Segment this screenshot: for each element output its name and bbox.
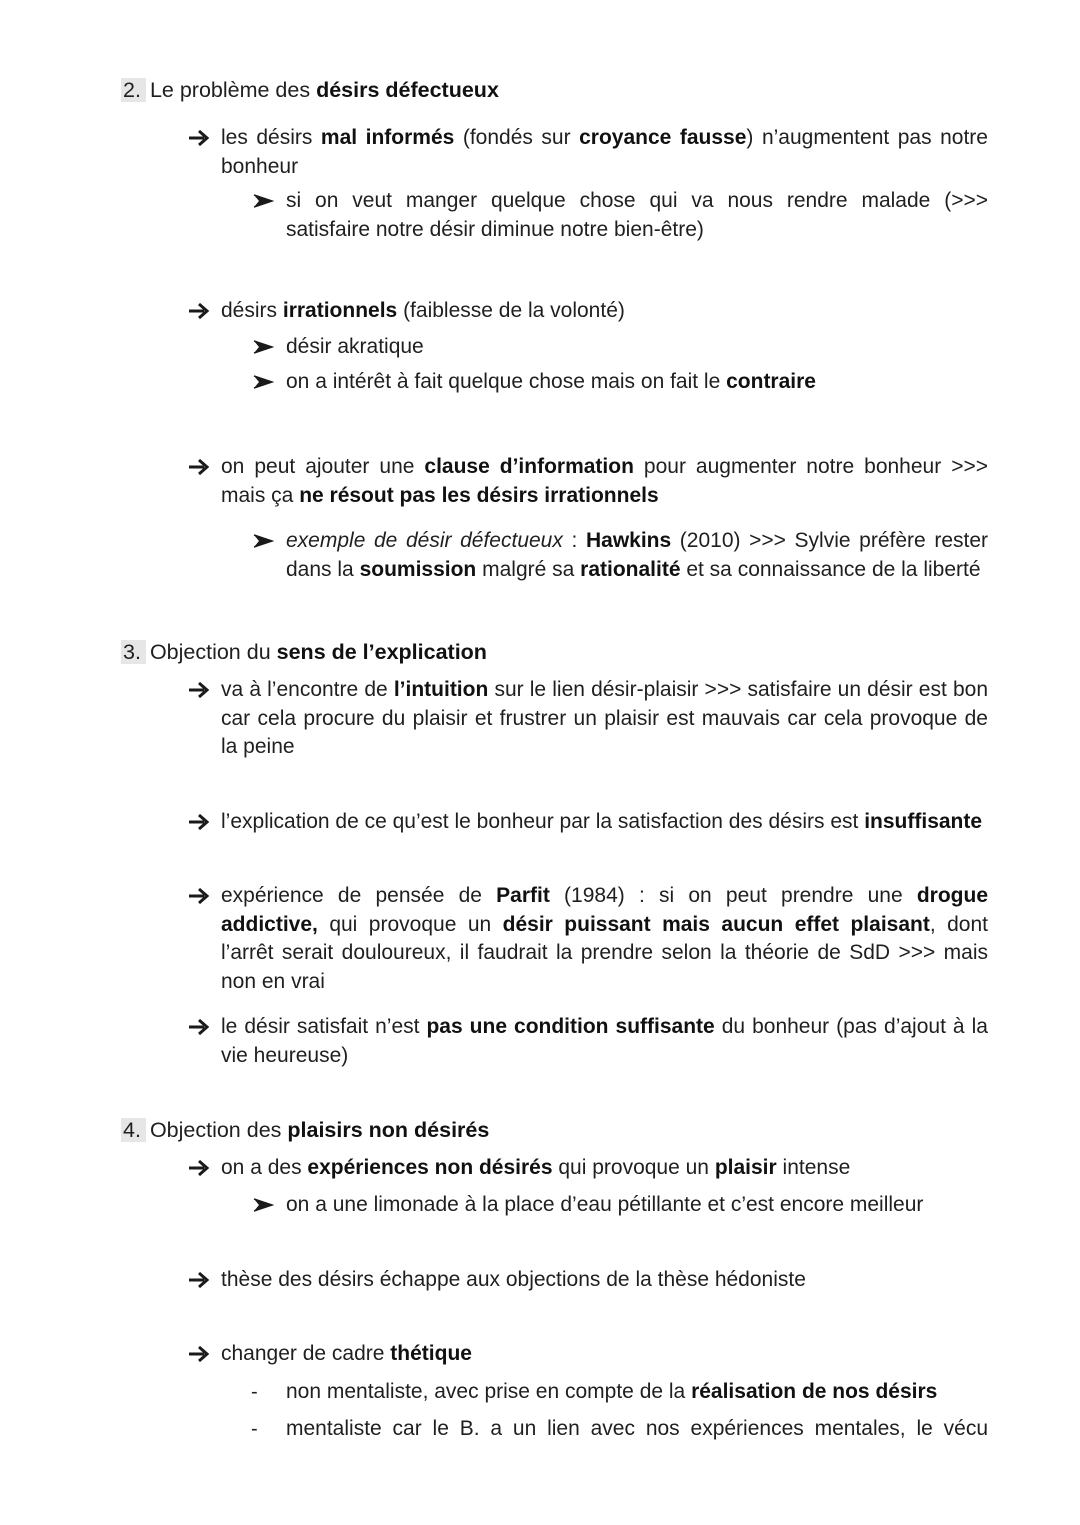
arrowhead-bullet-icon bbox=[251, 1191, 281, 1219]
arrow-right-icon bbox=[187, 1154, 217, 1182]
arrow-right-icon bbox=[187, 1013, 217, 1041]
arrow-item: thèse des désirs échappe aux objections de la thèse hédoniste bbox=[187, 1266, 988, 1295]
arrow-item: on peut ajouter une clause d’information pour augmenter notre bonheur >>> mais ça ne résout pas les désirs irrationnels bbox=[187, 453, 988, 510]
section-heading-3: 3. Objection du sens de l’explication bbox=[123, 640, 487, 664]
arrowhead-bullet-icon bbox=[251, 187, 281, 215]
sub-item: on a une limonade à la place d’eau pétillante et c’est encore meilleur bbox=[251, 1191, 988, 1220]
arrow-right-icon bbox=[187, 676, 217, 704]
arrow-item: expérience de pensée de Parfit (1984) : si on peut prendre une drogue addictive, qui provoque un désir puissant mais aucun effet plaisant, dont l’arrêt serait douloureux, il faudrait la prendre selon la théorie de SdD >>> mais non en vrai bbox=[187, 882, 988, 996]
arrow-right-icon bbox=[187, 453, 217, 481]
section-number: 2. bbox=[121, 78, 146, 102]
sub-item: exemple de désir défectueux : Hawkins (2010) >>> Sylvie préfère rester dans la soumission malgré sa rationalité et sa connaissance de la liberté bbox=[251, 527, 988, 584]
arrow-item: désirs irrationnels (faiblesse de la volonté) bbox=[187, 297, 988, 326]
section-number: 4. bbox=[121, 1118, 146, 1142]
sub-item: si on veut manger quelque chose qui va nous rendre malade (>>> satisfaire notre désir diminue notre bien-être) bbox=[251, 187, 988, 244]
arrowhead-bullet-icon bbox=[251, 527, 281, 555]
arrow-right-icon bbox=[187, 297, 217, 325]
arrow-item: le désir satisfait n’est pas une condition suffisante du bonheur (pas d’ajout à la vie heureuse) bbox=[187, 1013, 988, 1070]
arrow-item: changer de cadre thétique bbox=[187, 1340, 988, 1369]
section-heading-4: 4. Objection des plaisirs non désirés bbox=[123, 1118, 490, 1142]
arrow-item: l’explication de ce qu’est le bonheur par la satisfaction des désirs est insuffisante bbox=[187, 808, 988, 837]
arrow-right-icon bbox=[187, 882, 217, 910]
dash-bullet: - bbox=[251, 1381, 258, 1403]
arrowhead-bullet-icon bbox=[251, 333, 281, 361]
arrow-right-icon bbox=[187, 1340, 217, 1368]
dash-bullet: - bbox=[251, 1418, 258, 1440]
arrow-item: on a des expériences non désirés qui provoque un plaisir intense bbox=[187, 1154, 988, 1183]
section-heading-2: 2. Le problème des désirs défectueux bbox=[123, 78, 499, 102]
arrow-item: les désirs mal informés (fondés sur croyance fausse) n’augmentent pas notre bonheur bbox=[187, 124, 988, 181]
sub-item: on a intérêt à fait quelque chose mais on fait le contraire bbox=[251, 368, 988, 397]
arrow-right-icon bbox=[187, 808, 217, 836]
dash-item: - mentaliste car le B. a un lien avec nos expériences mentales, le vécu bbox=[251, 1415, 988, 1444]
arrow-right-icon bbox=[187, 1266, 217, 1294]
sub-item: désir akratique bbox=[251, 333, 988, 362]
arrowhead-bullet-icon bbox=[251, 368, 281, 396]
arrow-right-icon bbox=[187, 124, 217, 152]
arrow-item: va à l’encontre de l’intuition sur le lien désir-plaisir >>> satisfaire un désir est bon car cela procure du plaisir et frustrer un plaisir est mauvais car cela provoque de la peine bbox=[187, 676, 988, 762]
dash-item: - non mentaliste, avec prise en compte de la réalisation de nos désirs bbox=[251, 1378, 988, 1407]
section-number: 3. bbox=[121, 640, 146, 664]
